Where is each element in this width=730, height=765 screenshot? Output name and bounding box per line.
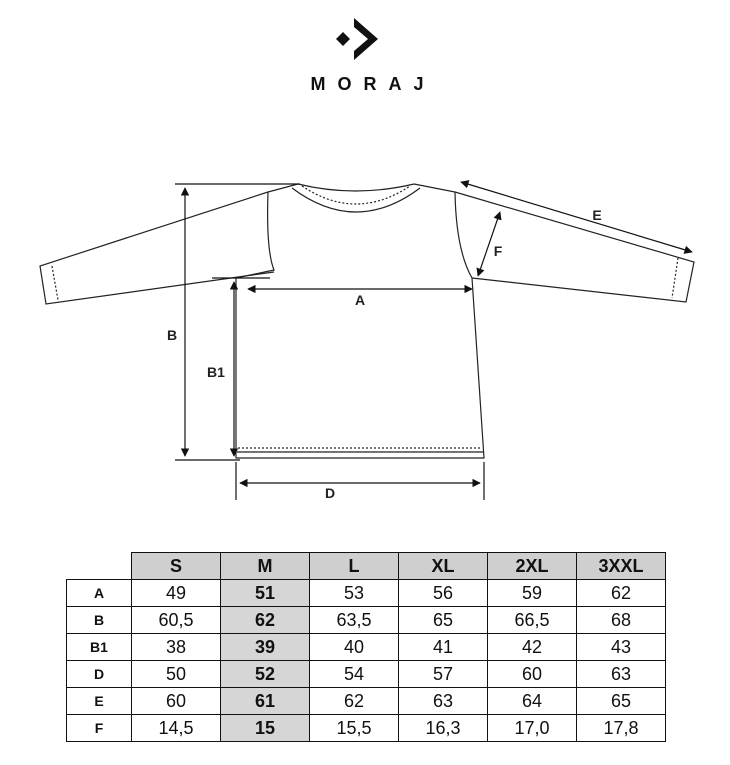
table-row (67, 607, 666, 634)
row-label: A (67, 580, 132, 607)
table-cell: 60,5 (132, 607, 221, 634)
label-f: F (493, 243, 503, 259)
label-d: D (324, 485, 336, 501)
label-b: B (166, 327, 178, 343)
table-row (67, 661, 666, 688)
table-cell: 65 (577, 688, 666, 715)
size-header-3xxl: 3XXL (577, 553, 666, 580)
table-cell: 60 (132, 688, 221, 715)
table-corner (67, 553, 132, 580)
table-cell: 38 (132, 634, 221, 661)
table-cell-highlighted: 52 (221, 661, 310, 688)
table-cell: 40 (310, 634, 399, 661)
table-cell: 14,5 (132, 715, 221, 742)
size-header-row (67, 553, 666, 580)
row-label: D (67, 661, 132, 688)
sweatshirt-outline (40, 184, 694, 458)
table-cell: 50 (132, 661, 221, 688)
table-cell: 63 (577, 661, 666, 688)
table-cell: 68 (577, 607, 666, 634)
table-cell-highlighted: 61 (221, 688, 310, 715)
table-row (67, 634, 666, 661)
table-cell: 17,8 (577, 715, 666, 742)
table-cell: 17,0 (488, 715, 577, 742)
table-row (67, 688, 666, 715)
table-cell: 59 (488, 580, 577, 607)
table-cell: 42 (488, 634, 577, 661)
table-row (67, 580, 666, 607)
table-cell: 63,5 (310, 607, 399, 634)
table-cell-highlighted: 51 (221, 580, 310, 607)
table-cell: 60 (488, 661, 577, 688)
table-cell: 53 (310, 580, 399, 607)
table-cell: 63 (399, 688, 488, 715)
size-chart-table (66, 552, 666, 742)
table-cell: 15,5 (310, 715, 399, 742)
table-cell-highlighted: 15 (221, 715, 310, 742)
label-e: E (592, 207, 602, 223)
table-cell: 54 (310, 661, 399, 688)
table-cell: 62 (577, 580, 666, 607)
size-header-l: L (310, 553, 399, 580)
brand-name: MORAJ (310, 74, 436, 94)
table-cell: 66,5 (488, 607, 577, 634)
row-label: E (67, 688, 132, 715)
table-row (67, 715, 666, 742)
size-header-s: S (132, 553, 221, 580)
table-cell: 64 (488, 688, 577, 715)
table-cell: 56 (399, 580, 488, 607)
row-label: B (67, 607, 132, 634)
table-cell: 43 (577, 634, 666, 661)
table-cell: 16,3 (399, 715, 488, 742)
table-cell: 65 (399, 607, 488, 634)
label-b1: B1 (207, 364, 225, 380)
table-cell: 41 (399, 634, 488, 661)
table-cell: 57 (399, 661, 488, 688)
row-label: B1 (67, 634, 132, 661)
row-label: F (67, 715, 132, 742)
table-cell: 62 (310, 688, 399, 715)
size-header-2xl: 2XL (488, 553, 577, 580)
size-header-m: M (221, 553, 310, 580)
label-a: A (354, 292, 366, 308)
table-cell-highlighted: 39 (221, 634, 310, 661)
size-header-xl: XL (399, 553, 488, 580)
table-cell: 49 (132, 580, 221, 607)
table-cell-highlighted: 62 (221, 607, 310, 634)
